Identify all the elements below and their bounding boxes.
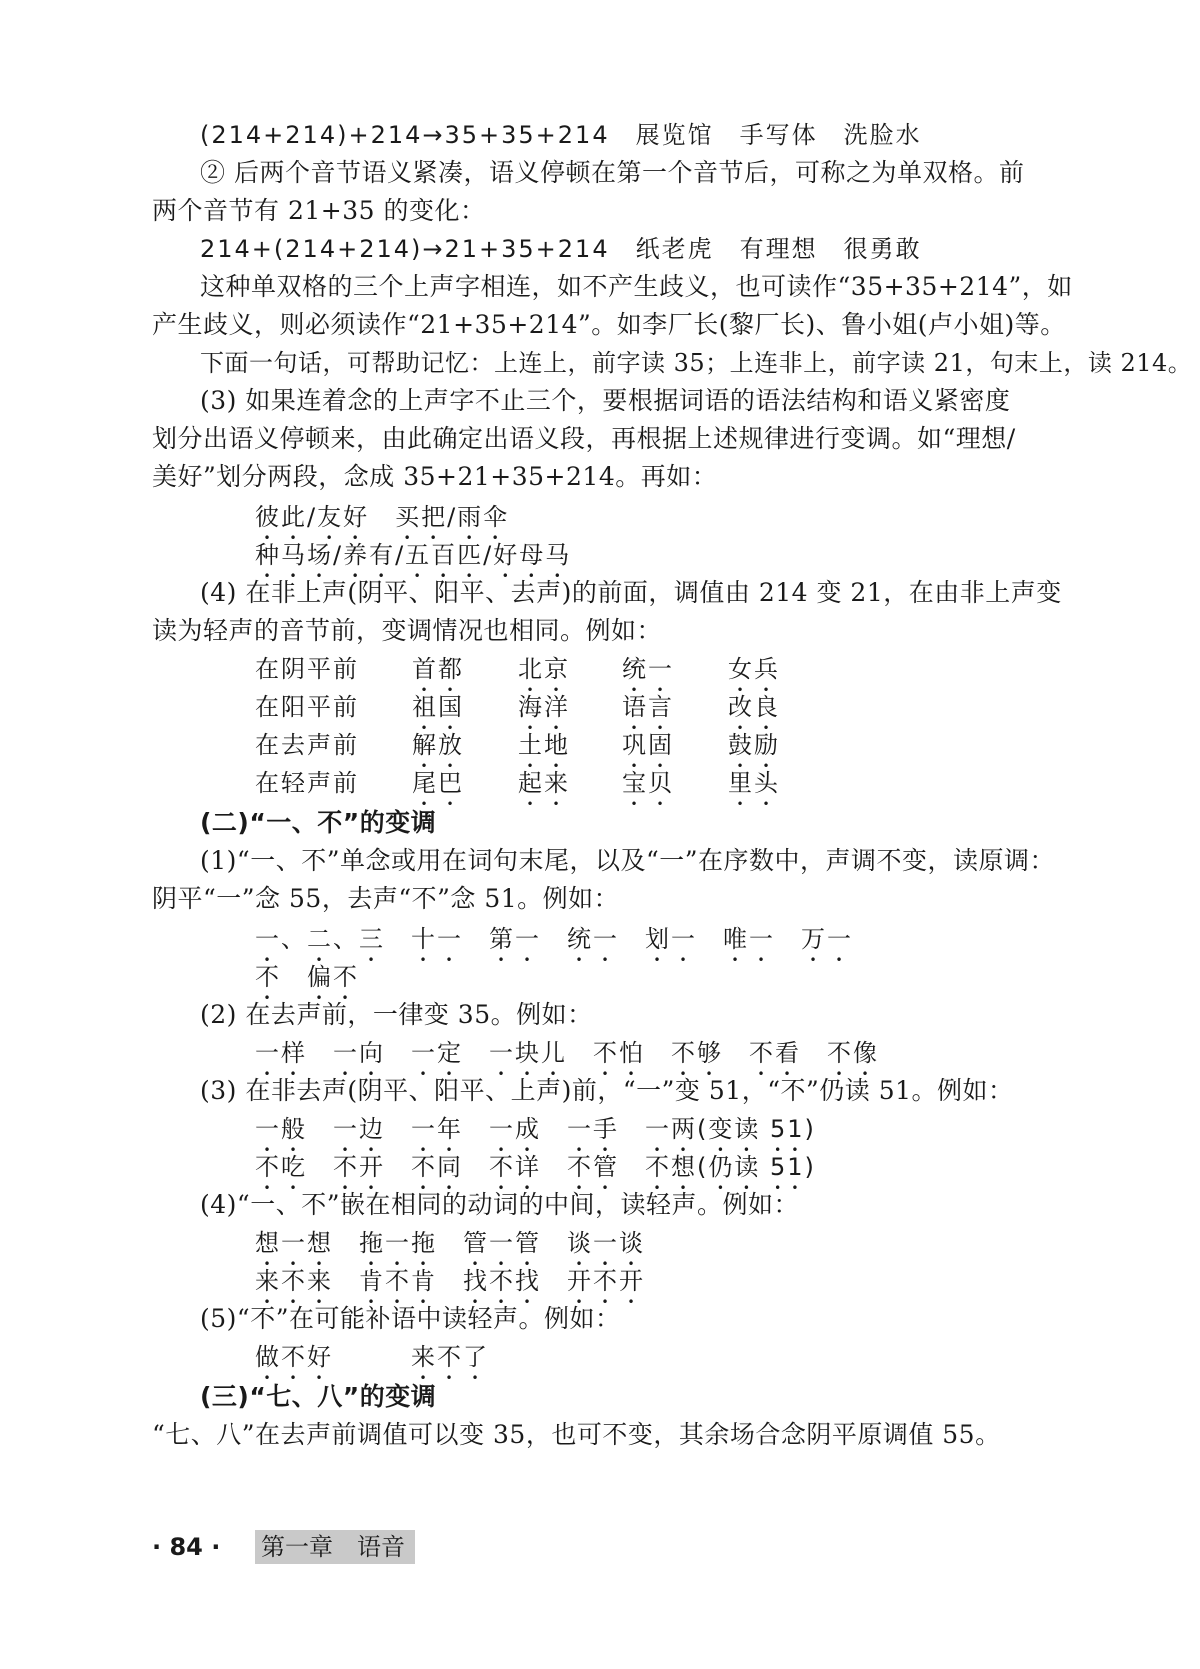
example-line: (214+214)+214→35+35+214 展览馆 手写体 洗脸水 [200,121,922,149]
paragraph-line: 下面一句话，可帮助记忆：上连上，前字读 35；上连非上，前字读 21，句末上，读 214。 [200,349,1193,377]
example-word: 巩固 [622,731,674,759]
row-label: 在阴平前 [255,655,359,683]
example-line: 做不好 来不了 [255,1343,489,1371]
paragraph-line: (5)“不”在可能补语中读轻声。例如： [200,1304,621,1333]
example-word: 祖国 [412,693,464,721]
example-word: 尾巴 [412,769,464,797]
example-line: 不吃 不开 不同 不详 不管 不想(仍读 51) [255,1153,816,1181]
row-label: 在阳平前 [255,693,359,721]
paragraph-line: (1)“一、不”单念或用在词句末尾，以及“一”在序数中，声调不变，读原调： [200,846,1056,875]
example-word: 女兵 [728,655,780,683]
section-heading: (三)“七、八”的变调 [200,1382,437,1411]
paragraph-line: ② 后两个音节语义紧凑，语义停顿在第一个音节后，可称之为单双格。前 [200,158,1025,187]
example-word: 改良 [728,693,780,721]
example-line: 不 偏不 [255,963,359,991]
page-number: · 84 · [152,1533,221,1561]
example-word: 北京 [518,655,570,683]
chapter-label: 第一章 语音 [255,1530,415,1564]
example-line: 一般 一边 一年 一成 一手 一两(变读 51) [255,1115,816,1143]
paragraph-line: (2) 在去声前，一律变 35。例如： [200,1000,593,1029]
paragraph-line: 这种单双格的三个上声字相连，如不产生歧义，也可读作“35+35+214”，如 [200,272,1073,301]
paragraph-line: “七、八”在去声前调值可以变 35，也可不变，其余场合念阴平原调值 55。 [152,1420,1001,1449]
paragraph-line: (4)“一、不”嵌在相同的动词的中间，读轻声。例如： [200,1190,799,1219]
example-word: 土地 [518,731,570,759]
example-word: 鼓励 [728,731,780,759]
paragraph-line: 两个音节有 21+35 的变化： [152,196,486,225]
example-word: 海洋 [518,693,570,721]
paragraph-line: 美好”划分两段，念成 35+21+35+214。再如： [152,462,718,491]
paragraph-line: 阴平“一”念 55，去声“不”念 51。例如： [152,884,620,913]
paragraph-line: 产生歧义，则必须读作“21+35+214”。如李厂长(黎厂长)、鲁小姐(卢小姐)等。 [152,310,1066,339]
example-line: 一样 一向 一定 一块儿 不怕 不够 不看 不像 [255,1039,879,1067]
example-line: 彼此/友好 买把/雨伞 [255,503,510,531]
example-word: 起来 [518,769,570,797]
example-line: 一、二、三 十一 第一 统一 划一 唯一 万一 [255,925,853,953]
paragraph-line: 划分出语义停顿来，由此确定出语义段，再根据上述规律进行变调。如“理想/ [152,424,1016,453]
example-line: 种马场/养有/五百匹/好母马 [255,541,572,569]
example-line: 214+(214+214)→21+35+214 纸老虎 有理想 很勇敢 [200,235,922,263]
example-word: 里头 [728,769,780,797]
example-line: 想一想 拖一拖 管一管 谈一谈 [255,1229,645,1257]
paragraph-line: (3) 在非去声(阴平、阳平、上声)前，“一”变 51，“不”仍读 51。例如： [200,1076,1014,1105]
example-line: 来不来 肯不肯 找不找 开不开 [255,1267,645,1295]
section-heading: (二)“一、不”的变调 [200,808,437,837]
example-word: 解放 [412,731,464,759]
example-word: 宝贝 [622,769,674,797]
paragraph-line: (3) 如果连着念的上声字不止三个，要根据词语的语法结构和语义紧密度 [200,386,1011,415]
paragraph-line: 读为轻声的音节前，变调情况也相同。例如： [152,616,663,645]
paragraph-line: (4) 在非上声(阴平、阳平、去声)的前面，调值由 214 变 21，在由非上声变 [200,578,1062,607]
example-word: 首都 [412,655,464,683]
example-word: 语言 [622,693,674,721]
row-label: 在去声前 [255,731,359,759]
example-word: 统一 [622,655,674,683]
row-label: 在轻声前 [255,769,359,797]
